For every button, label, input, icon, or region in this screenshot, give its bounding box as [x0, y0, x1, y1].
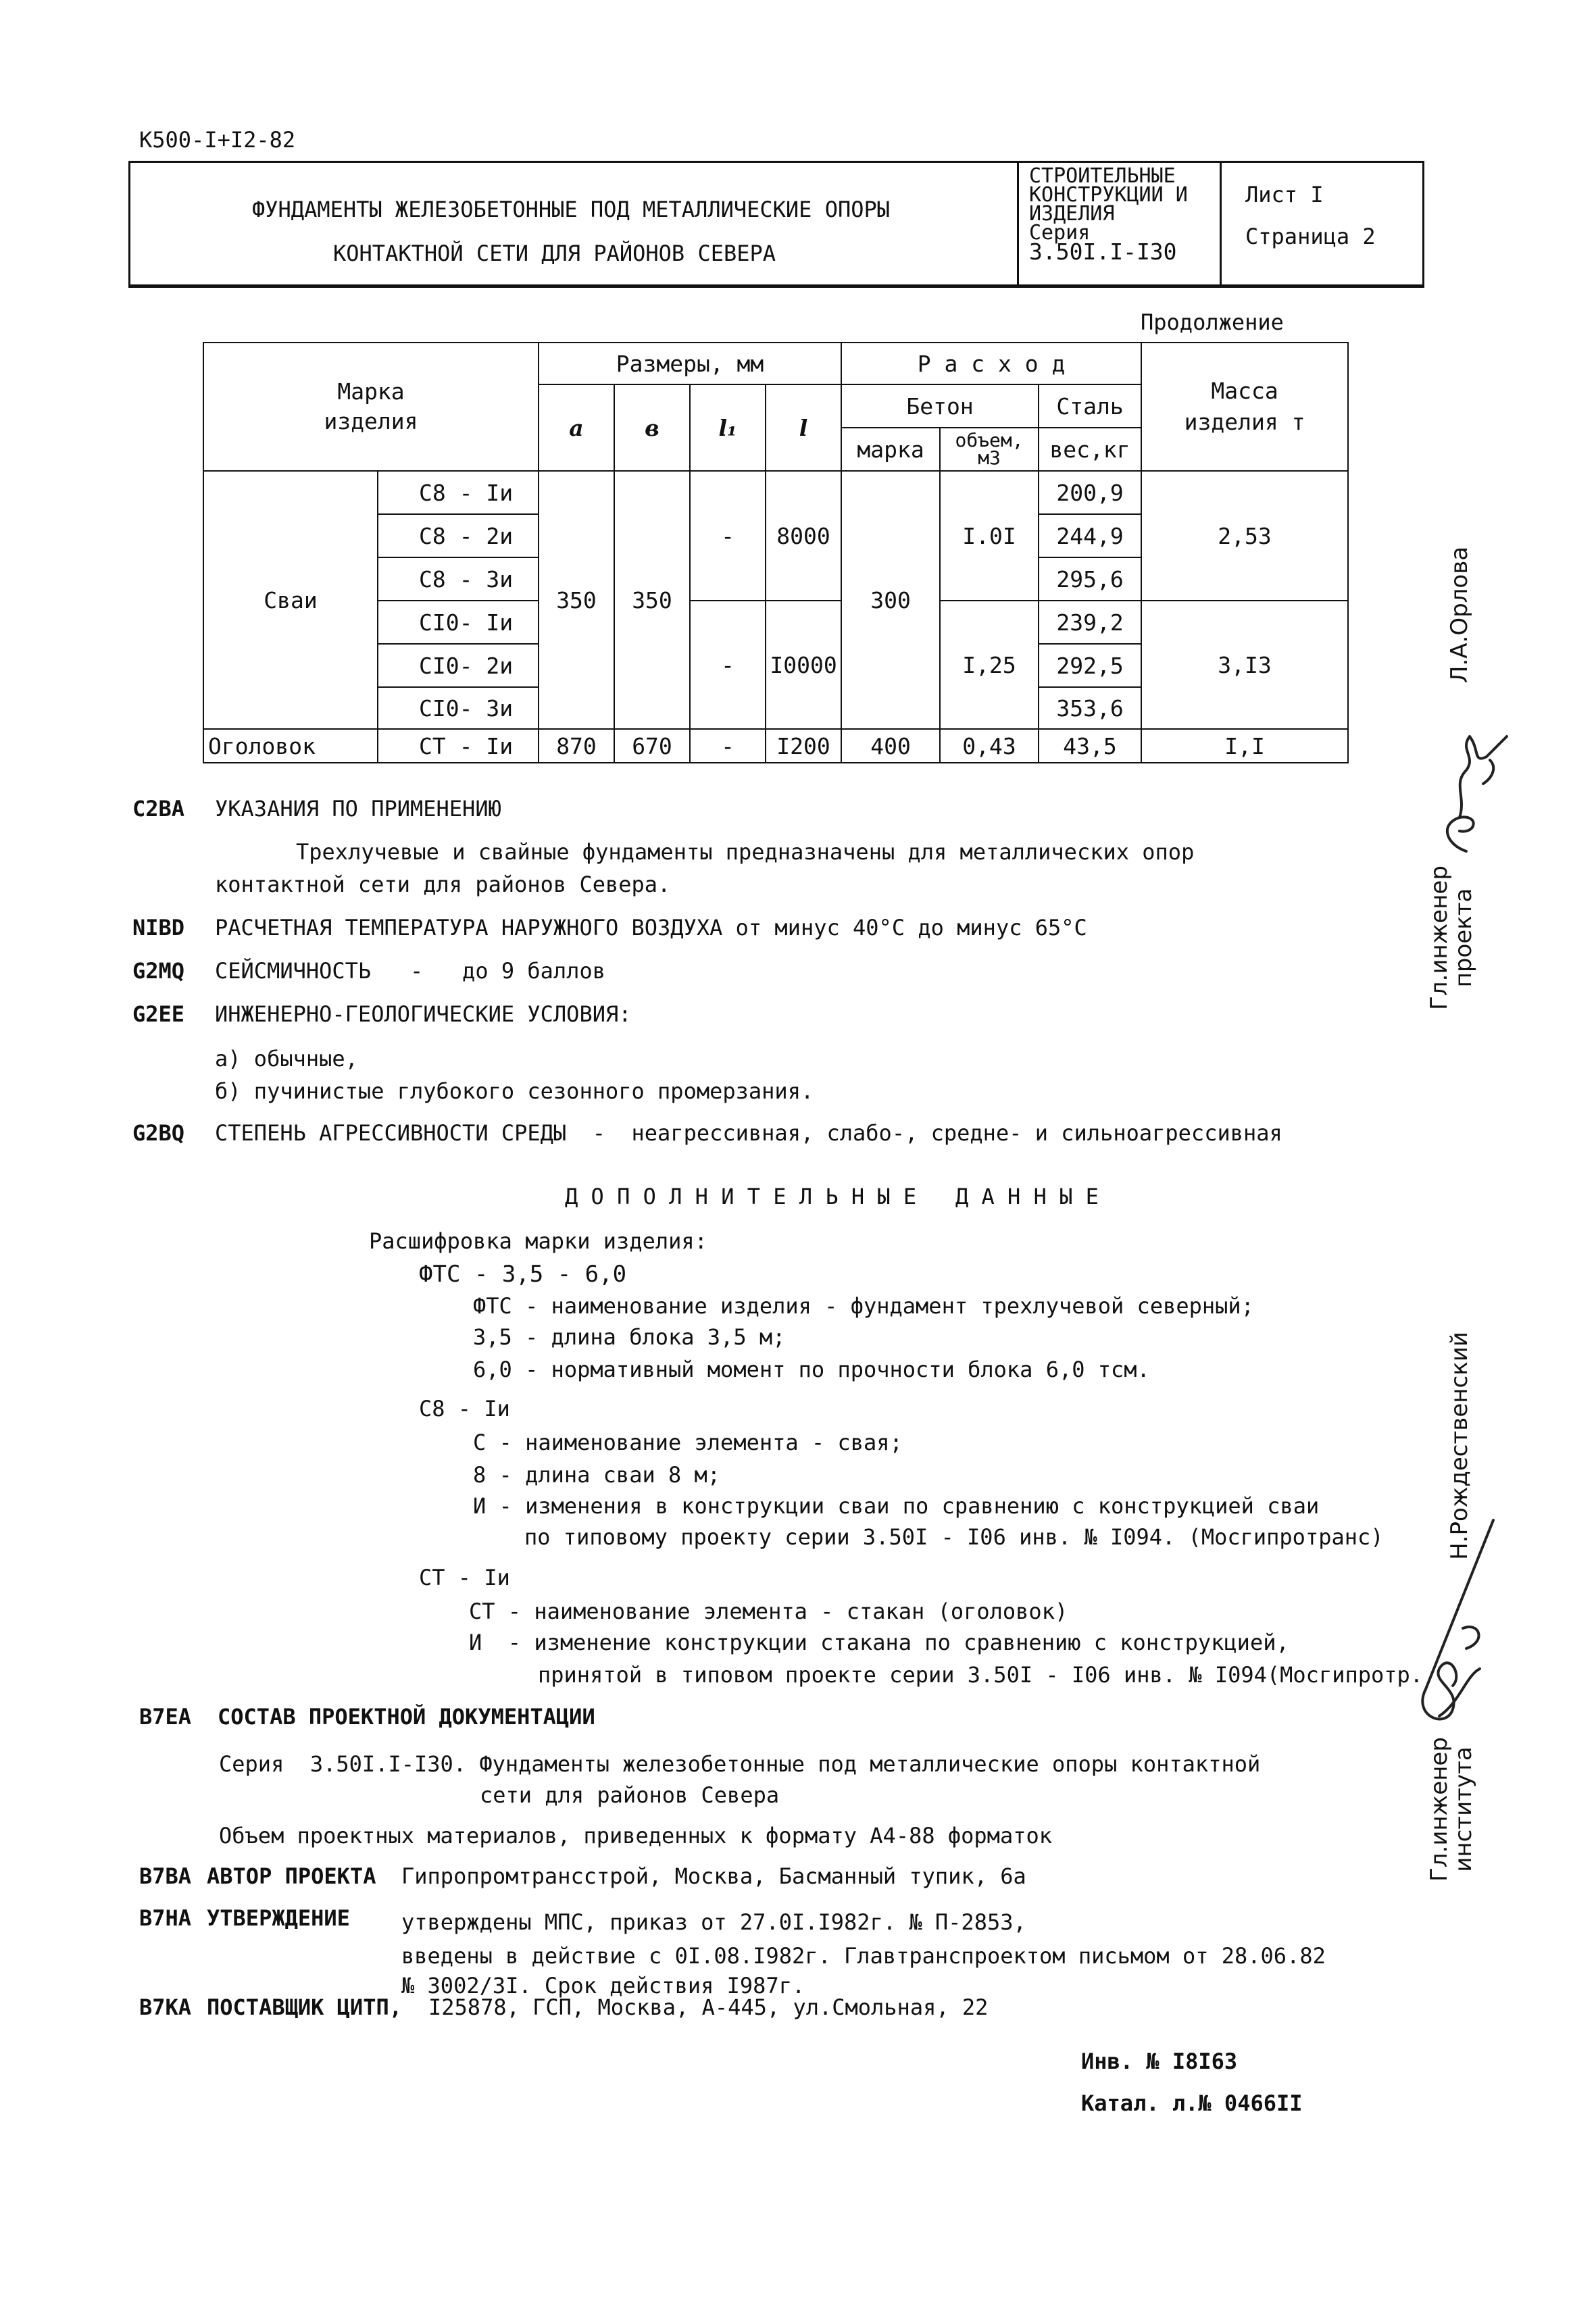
series-line-1: Серия 3.50I.I-I30. Фундаменты железобетонные под металлические опоры контактной — [219, 1751, 1261, 1777]
header-l1: l₁ — [690, 384, 766, 471]
continuation-label: Продолжение — [1141, 309, 1284, 335]
row-mark: СI0- Iи — [378, 601, 539, 644]
head-mark: СТ - Iи — [378, 729, 539, 763]
title-line-2: КОНТАКТНОЙ СЕТИ ДЛЯ РАЙОНОВ СЕВЕРА — [333, 241, 776, 266]
sheet-number: Лист I — [1245, 182, 1324, 207]
group1-mass: 2,53 — [1141, 471, 1348, 601]
group2-l1: - — [690, 601, 766, 729]
piles-label: Сваи — [203, 471, 378, 729]
author-label: АВТОР ПРОЕКТА — [207, 1863, 376, 1889]
header-mark: Марка изделия — [203, 343, 539, 471]
signature-rozhdestvensky — [1399, 1513, 1514, 1736]
design-temperature: РАСЧЕТНАЯ ТЕМПЕРАТУРА НАРУЖНОГО ВОЗДУХА от минус 40°С до минус 65°С — [215, 915, 1087, 940]
group2-l: I0000 — [766, 601, 841, 729]
geology-conditions: ИНЖЕНЕРНО-ГЕОЛОГИЧЕСКИЕ УСЛОВИЯ: — [215, 1001, 632, 1027]
head-grade: 400 — [841, 729, 940, 763]
category-line: СТРОИТЕЛЬНЫЕ — [1029, 164, 1176, 188]
series-line-2: сети для районов Севера — [480, 1782, 780, 1808]
category-line: Серия — [1029, 221, 1091, 245]
group1-volume: I.0I — [940, 471, 1039, 601]
row-mark: С8 - 3и — [378, 557, 539, 601]
catalog-number: Катал. л.№ 0466II — [1081, 2090, 1303, 2116]
c8-line-2: 8 - длина сваи 8 м; — [473, 1462, 721, 1488]
ct-line-3: принятой в типовом проекте серии 3.50I - I06 инв. № I094(Мосгипротр. — [538, 1662, 1424, 1688]
code-nibd: NIBD — [132, 915, 185, 940]
code-b7ka: В7КА — [139, 1994, 192, 2020]
header-weight: вес,кг — [1039, 428, 1141, 471]
row-mark: СI0- 2и — [378, 644, 539, 687]
group2-volume: I,25 — [940, 601, 1039, 729]
row-steel: 200,9 — [1039, 471, 1141, 514]
row-steel: 244,9 — [1039, 514, 1141, 557]
header-grade: марка — [841, 428, 940, 471]
role-chief-engineer-institute — [1427, 1708, 1478, 1911]
role-line: проекта — [1450, 888, 1477, 988]
page-number: Страница 2 — [1245, 224, 1376, 249]
group1-l: 8000 — [766, 471, 841, 601]
role-line: Гл.инженер — [1426, 1737, 1453, 1882]
approval-line-2: введены в действие с 0I.08.I982г. Главтранспроектом письмом от 28.06.82 — [401, 1943, 1326, 1969]
purpose-line-1: Трехлучевые и свайные фундаменты предназначены для металлических опор — [296, 839, 1195, 865]
code-b7ha: В7НА — [139, 1905, 192, 1931]
document-code: К500-I+I2-82 — [139, 127, 296, 153]
piles-a: 350 — [539, 471, 614, 729]
c8-line-1: С - наименование элемента - свая; — [473, 1430, 903, 1455]
head-l1: - — [690, 729, 766, 763]
category-line: КОНСТРУКЦИИ И — [1029, 183, 1188, 207]
purpose-line-2: контактной сети для районов Севера. — [215, 872, 671, 897]
approval-line-1: утверждены МПС, приказ от 27.0I.I982г. № П-2853, — [401, 1909, 1026, 1935]
condition-a: а) обычные, — [215, 1046, 358, 1072]
head-b: 670 — [614, 729, 690, 763]
approval-label: УТВЕРЖДЕНИЕ — [207, 1905, 350, 1931]
table-row-head — [203, 729, 1348, 763]
materials-volume: Объем проектных материалов, приведенных к формату А4-88 форматок — [219, 1823, 1052, 1848]
name-rozhdestvensky: Н.Рождественский — [1446, 1332, 1473, 1560]
fts-mark: ФТС - 3,5 - 6,0 — [419, 1261, 627, 1288]
signature-orlova — [1419, 716, 1514, 858]
supplier-value: I25878, ГСП, Москва, А-445, ул.Смольная, 22 — [428, 1994, 989, 2020]
fts-line-3: 6,0 - нормативный момент по прочности блока 6,0 тсм. — [473, 1357, 1150, 1382]
c8-line-3: И - изменения в конструкции сваи по сравнению с конструкцией сваи — [473, 1493, 1320, 1519]
code-g2mq: G2MQ — [132, 958, 185, 984]
head-l: I200 — [766, 729, 841, 763]
title-block — [128, 161, 1424, 288]
name-orlova: Л.А.Орлова — [1446, 546, 1473, 684]
seismicity: СЕЙСМИЧНОСТЬ - до 9 баллов — [215, 958, 605, 984]
role-line: Гл.инженер — [1426, 865, 1453, 1010]
fts-line-2: 3,5 - длина блока 3,5 м; — [473, 1324, 786, 1350]
category-block — [1029, 164, 1188, 265]
header-concrete: Бетон — [841, 384, 1039, 428]
header-mass: Масса изделия т — [1141, 343, 1348, 471]
piles-grade: 300 — [841, 471, 940, 729]
header-a: a — [539, 384, 614, 471]
row-mark: СI0- 3и — [378, 687, 539, 729]
title-line-1: ФУНДАМЕНТЫ ЖЕЛЕЗОБЕТОННЫЕ ПОД МЕТАЛЛИЧЕСКИЕ ОПОРЫ — [252, 197, 891, 222]
spec-table — [203, 342, 1349, 763]
inventory-number: Инв. № I8I63 — [1081, 2048, 1238, 2074]
approval-line-3: № 3002/3I. Срок действия I987г. — [401, 1973, 805, 1998]
header-l: l — [766, 384, 841, 471]
category-line: ИЗДЕЛИЯ — [1029, 202, 1115, 226]
c8-line-4: по типовому проекту серии 3.50I - I06 инв. № I094. (Мосгипротранс) — [524, 1524, 1384, 1550]
group1-l1: - — [690, 471, 766, 601]
row-steel: 353,6 — [1039, 687, 1141, 729]
condition-b: б) пучинистые глубокого сезонного промерзания. — [215, 1078, 814, 1104]
header-b: в — [614, 384, 690, 471]
piles-b: 350 — [614, 471, 690, 729]
header-consumption: Р а с х о д — [841, 343, 1141, 384]
row-mark: С8 - Iи — [378, 471, 539, 514]
head-label: Оголовок — [203, 729, 378, 763]
header-steel: Сталь — [1039, 384, 1141, 428]
decode-title: Расшифровка марки изделия: — [369, 1228, 707, 1254]
role-chief-engineer-project — [1427, 836, 1478, 1039]
head-volume: 0,43 — [940, 729, 1039, 763]
aggressiveness: СТЕПЕНЬ АГРЕССИВНОСТИ СРЕДЫ - неагрессивная, слабо-, средне- и сильноагрессивная — [215, 1120, 1282, 1146]
code-b7ba: В7ВА — [139, 1863, 192, 1889]
code-c2ba: С2ВА — [132, 796, 185, 822]
section-documentation: СОСТАВ ПРОЕКТНОЙ ДОКУМЕНТАЦИИ — [218, 1704, 595, 1730]
row-steel: 239,2 — [1039, 601, 1141, 644]
ct-mark: СТ - Iи — [419, 1565, 510, 1590]
header-dims: Размеры, мм — [539, 343, 841, 384]
ct-line-1: СТ - наименование элемента - стакан (оголовок) — [469, 1599, 1068, 1624]
extra-data-heading: Д О П О Л Н И Т Е Л Ь Н Ы Е Д А Н Н Ы Е — [565, 1184, 1099, 1209]
header-volume: объем, м3 — [940, 428, 1039, 471]
row-steel: 292,5 — [1039, 644, 1141, 687]
series-number: 3.50I.I-I30 — [1029, 238, 1177, 265]
code-b7ea: В7ЕА — [139, 1704, 192, 1730]
row-mark: С8 - 2и — [378, 514, 539, 557]
head-mass: I,I — [1141, 729, 1348, 763]
code-g2ee: G2EE — [132, 1001, 185, 1027]
role-line: института — [1450, 1746, 1477, 1872]
section-usage: УКАЗАНИЯ ПО ПРИМЕНЕНИЮ — [215, 796, 501, 822]
code-g2bq: G2BQ — [132, 1120, 185, 1146]
table-row — [203, 471, 1348, 514]
row-steel: 295,6 — [1039, 557, 1141, 601]
supplier-label: ПОСТАВЩИК ЦИТП, — [207, 1994, 402, 2020]
c8-mark: С8 - Iи — [419, 1396, 510, 1422]
ct-line-2: И - изменение конструкции стакана по сравнению с конструкцией, — [469, 1630, 1289, 1655]
head-steel: 43,5 — [1039, 729, 1141, 763]
author-value: Гипропромтрансстрой, Москва, Басманный тупик, 6а — [401, 1863, 1026, 1889]
group2-mass: 3,I3 — [1141, 601, 1348, 729]
fts-line-1: ФТС - наименование изделия - фундамент трехлучевой северный; — [473, 1293, 1254, 1319]
head-a: 870 — [539, 729, 614, 763]
